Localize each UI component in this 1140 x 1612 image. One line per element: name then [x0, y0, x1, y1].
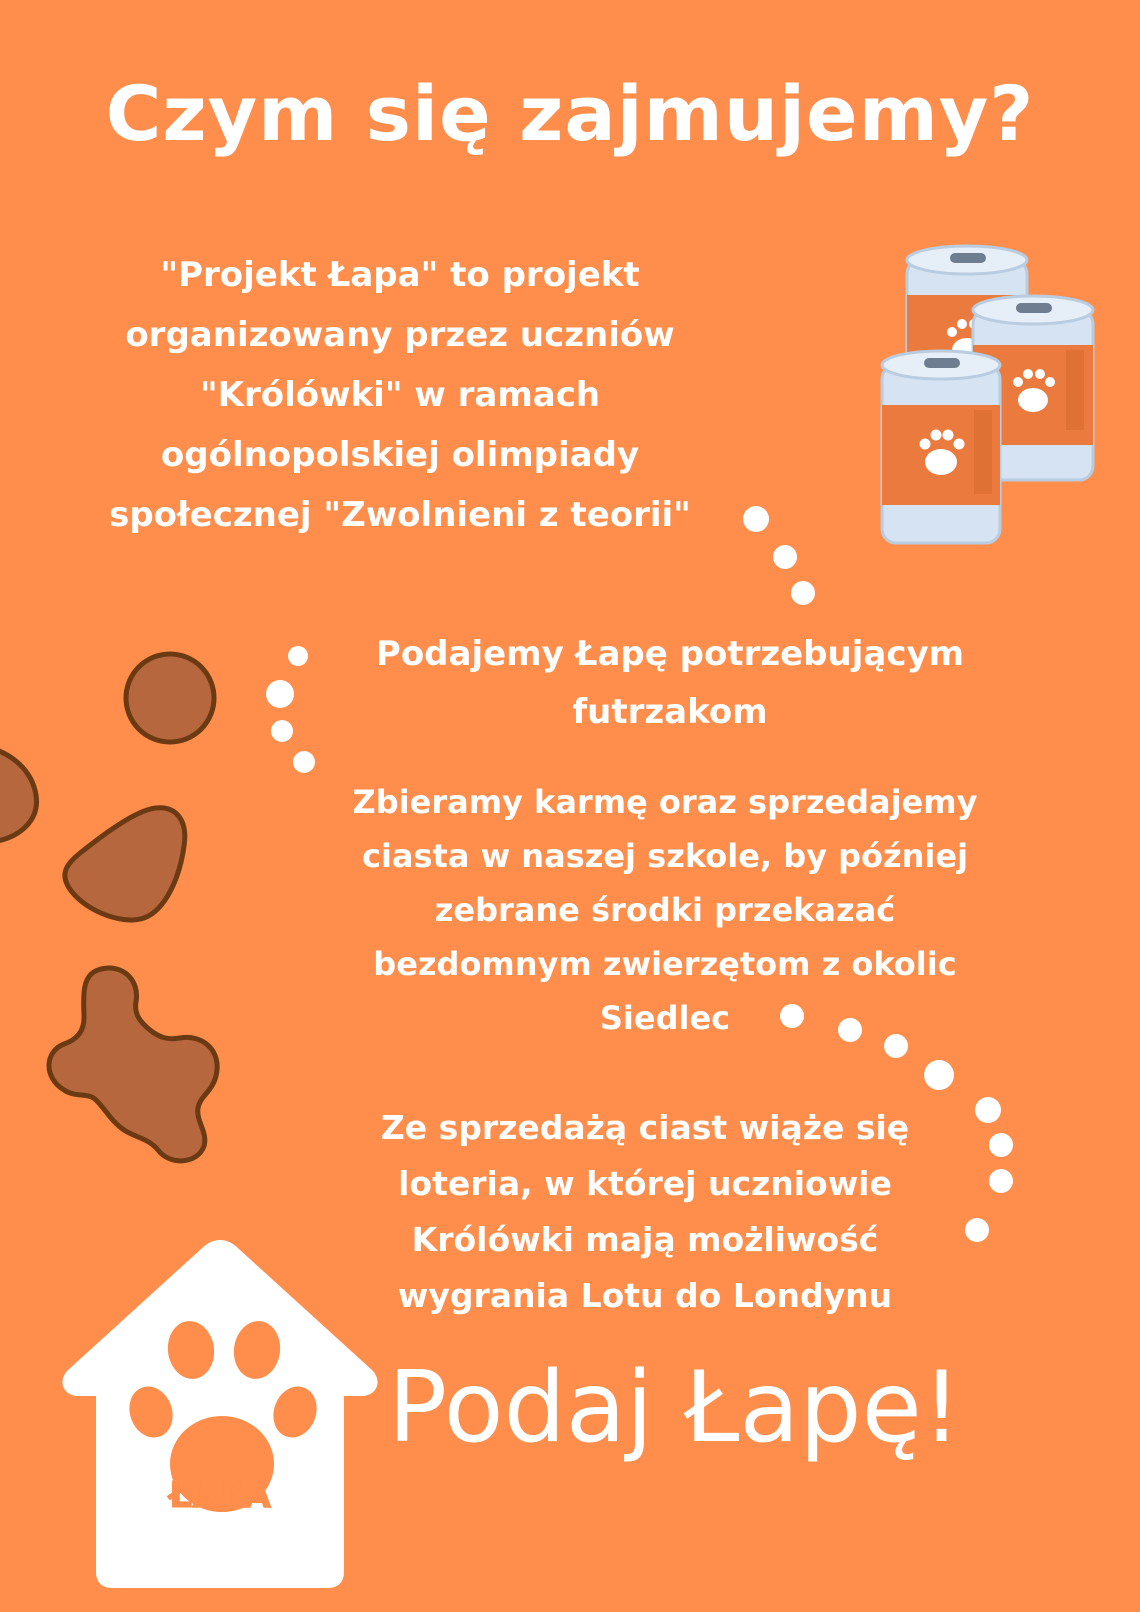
- mission-line: Podajemy Łapę potrzebującym: [375, 634, 965, 674]
- logo-wordmark: [150, 1465, 290, 1525]
- dotted-line-right: [775, 1000, 1025, 1245]
- logo-text: ŁAPA: [169, 1475, 271, 1516]
- page-title: Czym się zajmujemy?: [105, 69, 1035, 158]
- slogan: Podaj Łapę!: [388, 1351, 962, 1465]
- pet-food-cans-icon: [870, 240, 1100, 550]
- activities-line: zebrane środki przekazać: [434, 891, 896, 929]
- dotted-line-top: [740, 505, 840, 605]
- activities-line: bezdomnym zwierzętom z okolic: [373, 945, 957, 983]
- mission-line: futrzakom: [572, 692, 768, 732]
- dotted-line-left: [258, 640, 338, 780]
- lottery-line: Ze sprzedażą ciast wiąże się: [380, 1108, 910, 1147]
- intro-line: "Projekt Łapa" to projekt: [160, 255, 640, 295]
- activities-line: ciasta w naszej szkole, by później: [361, 837, 969, 875]
- intro-line: organizowany przez uczniów: [125, 315, 675, 355]
- intro-line: "Królówki" w ramach: [199, 375, 601, 415]
- intro-line: ogólnopolskiej olimpiady: [160, 435, 640, 475]
- intro-line: społecznej "Zwolnieni z teorii": [109, 495, 691, 535]
- dog-house-logo-icon: [50, 1232, 390, 1592]
- kibble-partial-icon: [0, 740, 50, 850]
- intro-paragraph: [60, 245, 740, 545]
- lottery-line: wygrania Lotu do Londynu: [397, 1276, 893, 1315]
- kibble-triangle-icon: [60, 800, 200, 930]
- mission-paragraph: [325, 625, 1015, 741]
- lottery-line: Królówki mają możliwość: [411, 1220, 879, 1259]
- kibble-round-icon: [120, 648, 220, 748]
- activities-line: Siedlec: [599, 999, 731, 1037]
- activities-line: Zbieramy karmę oraz sprzedajemy: [352, 783, 978, 821]
- lottery-line: loteria, w której uczniowie: [398, 1164, 892, 1203]
- kibble-bone-icon: [40, 960, 240, 1165]
